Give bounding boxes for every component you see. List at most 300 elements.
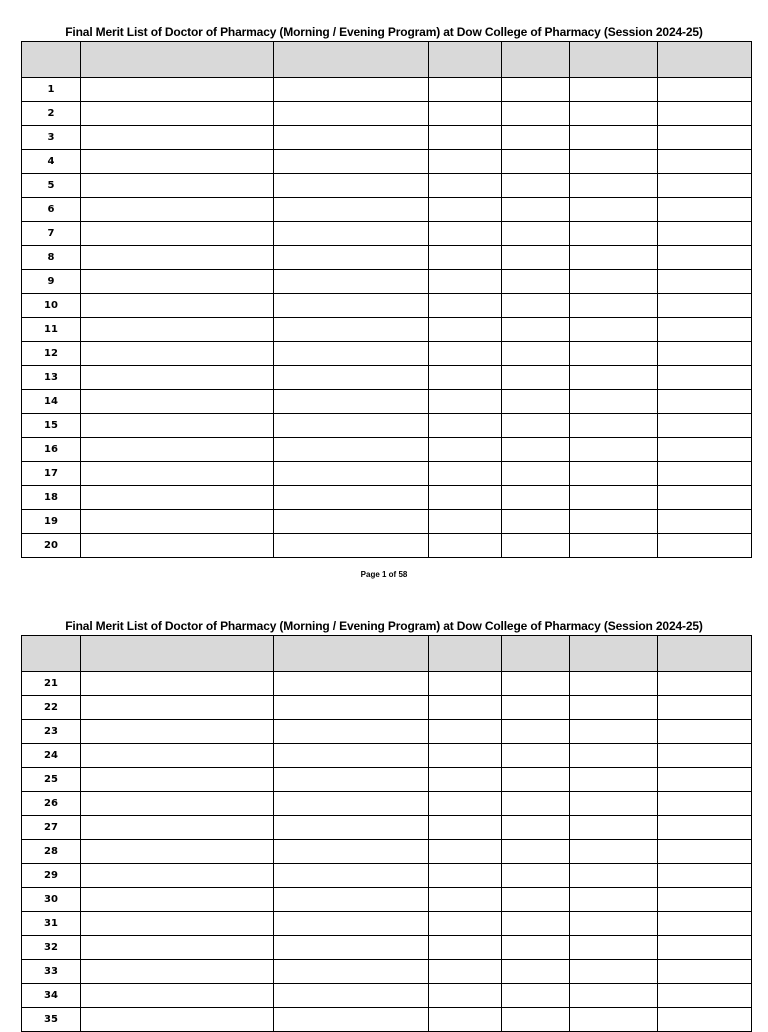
table-cell xyxy=(658,912,752,936)
table-cell xyxy=(81,342,274,366)
table-cell xyxy=(658,486,752,510)
table-cell xyxy=(429,174,502,198)
table-row xyxy=(22,174,752,198)
table-cell xyxy=(81,984,274,1008)
table-cell xyxy=(274,78,429,102)
table-cell xyxy=(274,510,429,534)
table-cell xyxy=(570,414,658,438)
table-cell xyxy=(429,840,502,864)
table-cell xyxy=(658,672,752,696)
table-row xyxy=(22,294,752,318)
table-cell xyxy=(658,414,752,438)
table-row xyxy=(22,438,752,462)
table-row xyxy=(22,888,752,912)
table-cell xyxy=(658,816,752,840)
table-row xyxy=(22,462,752,486)
header-cell xyxy=(658,636,752,672)
table-cell xyxy=(502,534,570,558)
table-cell xyxy=(81,174,274,198)
table-cell xyxy=(658,78,752,102)
table-cell xyxy=(274,294,429,318)
table-cell xyxy=(570,198,658,222)
table-cell xyxy=(570,912,658,936)
serial-number-cell: 20 xyxy=(22,534,81,558)
table-cell xyxy=(570,696,658,720)
table-cell xyxy=(658,1008,752,1032)
table-cell xyxy=(81,1008,274,1032)
table-row xyxy=(22,744,752,768)
table-cell xyxy=(570,1008,658,1032)
table-cell xyxy=(81,366,274,390)
table-cell xyxy=(570,150,658,174)
table-cell xyxy=(81,864,274,888)
table-cell xyxy=(429,936,502,960)
table-row xyxy=(22,222,752,246)
table-cell xyxy=(429,222,502,246)
serial-number-cell: 22 xyxy=(22,696,81,720)
table-cell xyxy=(502,246,570,270)
table-cell xyxy=(658,720,752,744)
serial-number-cell: 21 xyxy=(22,672,81,696)
table-row xyxy=(22,768,752,792)
serial-number-cell: 26 xyxy=(22,792,81,816)
header-cell xyxy=(22,636,81,672)
table-cell xyxy=(81,414,274,438)
table-cell xyxy=(570,462,658,486)
table-cell xyxy=(429,246,502,270)
serial-number-cell: 35 xyxy=(22,1008,81,1032)
table-cell xyxy=(502,414,570,438)
table-cell xyxy=(658,270,752,294)
serial-number-cell: 16 xyxy=(22,438,81,462)
table-cell xyxy=(274,462,429,486)
table-cell xyxy=(502,696,570,720)
table-cell xyxy=(429,912,502,936)
table-row xyxy=(22,366,752,390)
table-cell xyxy=(570,768,658,792)
table-cell xyxy=(274,1008,429,1032)
table-cell xyxy=(570,270,658,294)
merit-list-table xyxy=(21,41,752,558)
table-cell xyxy=(502,78,570,102)
table-cell xyxy=(429,510,502,534)
serial-number-cell: 5 xyxy=(22,174,81,198)
table-cell xyxy=(658,102,752,126)
table-row xyxy=(22,672,752,696)
table-row xyxy=(22,840,752,864)
table-cell xyxy=(502,840,570,864)
table-cell xyxy=(429,534,502,558)
table-cell xyxy=(658,246,752,270)
serial-number-cell: 33 xyxy=(22,960,81,984)
table-row xyxy=(22,720,752,744)
table-cell xyxy=(658,222,752,246)
table-cell xyxy=(274,534,429,558)
table-cell xyxy=(570,960,658,984)
table-cell xyxy=(502,174,570,198)
table-cell xyxy=(429,318,502,342)
table-cell xyxy=(274,816,429,840)
table-cell xyxy=(658,390,752,414)
header-cell xyxy=(81,636,274,672)
table-cell xyxy=(274,864,429,888)
table-cell xyxy=(570,222,658,246)
table-cell xyxy=(274,744,429,768)
table-cell xyxy=(429,888,502,912)
table-cell xyxy=(429,270,502,294)
page-title: Final Merit List of Doctor of Pharmacy (Morning / Evening Program) at Dow College of Pharmacy (Session 2024-25) xyxy=(65,619,703,633)
table-cell xyxy=(502,1008,570,1032)
serial-number-cell: 30 xyxy=(22,888,81,912)
table-cell xyxy=(429,768,502,792)
table-cell xyxy=(81,720,274,744)
table-cell xyxy=(274,672,429,696)
table-cell xyxy=(502,294,570,318)
table-cell xyxy=(81,150,274,174)
table-cell xyxy=(274,342,429,366)
table-cell xyxy=(274,246,429,270)
table-cell xyxy=(274,150,429,174)
table-cell xyxy=(570,984,658,1008)
table-cell xyxy=(658,792,752,816)
table-row xyxy=(22,126,752,150)
table-cell xyxy=(429,342,502,366)
table-cell xyxy=(570,672,658,696)
table-cell xyxy=(570,366,658,390)
serial-number-cell: 24 xyxy=(22,744,81,768)
table-cell xyxy=(502,936,570,960)
table-row xyxy=(22,960,752,984)
table-cell xyxy=(570,102,658,126)
serial-number-cell: 10 xyxy=(22,294,81,318)
table-cell xyxy=(81,198,274,222)
serial-number-cell: 4 xyxy=(22,150,81,174)
serial-number-cell: 8 xyxy=(22,246,81,270)
table-cell xyxy=(502,984,570,1008)
table-cell xyxy=(429,720,502,744)
table-cell xyxy=(429,984,502,1008)
table-cell xyxy=(658,696,752,720)
serial-number-cell: 3 xyxy=(22,126,81,150)
serial-number-cell: 9 xyxy=(22,270,81,294)
serial-number-cell: 6 xyxy=(22,198,81,222)
serial-number-cell: 32 xyxy=(22,936,81,960)
table-cell xyxy=(429,414,502,438)
table-cell xyxy=(81,768,274,792)
serial-number-cell: 11 xyxy=(22,318,81,342)
header-cell xyxy=(658,42,752,78)
table-cell xyxy=(429,672,502,696)
table-cell xyxy=(502,888,570,912)
table-cell xyxy=(502,462,570,486)
table-cell xyxy=(570,840,658,864)
table-cell xyxy=(658,342,752,366)
table-cell xyxy=(274,438,429,462)
serial-number-cell: 13 xyxy=(22,366,81,390)
table-cell xyxy=(274,390,429,414)
table-cell xyxy=(274,102,429,126)
table-cell xyxy=(81,510,274,534)
header-cell xyxy=(274,636,429,672)
table-cell xyxy=(570,126,658,150)
header-cell xyxy=(570,636,658,672)
table-cell xyxy=(658,984,752,1008)
table-header-row xyxy=(22,42,752,78)
header-cell xyxy=(22,42,81,78)
table-cell xyxy=(502,744,570,768)
serial-number-cell: 25 xyxy=(22,768,81,792)
table-cell xyxy=(570,438,658,462)
serial-number-cell: 19 xyxy=(22,510,81,534)
table-cell xyxy=(658,126,752,150)
table-row xyxy=(22,486,752,510)
serial-number-cell: 31 xyxy=(22,912,81,936)
table-cell xyxy=(502,768,570,792)
table-cell xyxy=(570,246,658,270)
table-cell xyxy=(429,198,502,222)
table-cell xyxy=(570,816,658,840)
table-cell xyxy=(81,270,274,294)
table-cell xyxy=(658,174,752,198)
serial-number-cell: 15 xyxy=(22,414,81,438)
table-cell xyxy=(274,366,429,390)
table-cell xyxy=(274,696,429,720)
table-cell xyxy=(274,840,429,864)
serial-number-cell: 2 xyxy=(22,102,81,126)
table-cell xyxy=(502,720,570,744)
table-row xyxy=(22,342,752,366)
table-cell xyxy=(274,912,429,936)
table-cell xyxy=(429,816,502,840)
table-cell xyxy=(502,222,570,246)
table-row xyxy=(22,318,752,342)
table-cell xyxy=(429,462,502,486)
table-cell xyxy=(274,174,429,198)
table-cell xyxy=(429,438,502,462)
table-cell xyxy=(502,792,570,816)
table-cell xyxy=(658,888,752,912)
serial-number-cell: 27 xyxy=(22,816,81,840)
table-cell xyxy=(502,864,570,888)
table-cell xyxy=(502,366,570,390)
table-cell xyxy=(570,534,658,558)
table-cell xyxy=(658,534,752,558)
table-header-row xyxy=(22,636,752,672)
table-row xyxy=(22,864,752,888)
table-cell xyxy=(502,438,570,462)
table-cell xyxy=(429,150,502,174)
table-cell xyxy=(570,294,658,318)
table-cell xyxy=(429,486,502,510)
table-cell xyxy=(502,126,570,150)
table-row xyxy=(22,1008,752,1032)
table-cell xyxy=(81,888,274,912)
table-cell xyxy=(81,438,274,462)
table-cell xyxy=(502,912,570,936)
table-cell xyxy=(658,840,752,864)
table-cell xyxy=(429,102,502,126)
table-cell xyxy=(274,888,429,912)
page-number: Page 1 of 58 xyxy=(360,570,408,579)
table-row xyxy=(22,102,752,126)
table-cell xyxy=(570,864,658,888)
table-cell xyxy=(81,462,274,486)
table-cell xyxy=(502,816,570,840)
table-cell xyxy=(502,486,570,510)
table-cell xyxy=(502,198,570,222)
table-cell xyxy=(429,1008,502,1032)
table-cell xyxy=(570,342,658,366)
header-cell xyxy=(429,636,502,672)
table-cell xyxy=(274,486,429,510)
table-cell xyxy=(274,414,429,438)
table-row xyxy=(22,510,752,534)
table-row xyxy=(22,246,752,270)
table-cell xyxy=(274,984,429,1008)
table-cell xyxy=(658,150,752,174)
header-cell xyxy=(502,42,570,78)
table-row xyxy=(22,270,752,294)
table-cell xyxy=(658,294,752,318)
table-cell xyxy=(502,672,570,696)
table-cell xyxy=(658,960,752,984)
serial-number-cell: 34 xyxy=(22,984,81,1008)
table-cell xyxy=(502,510,570,534)
table-cell xyxy=(274,270,429,294)
table-cell xyxy=(81,318,274,342)
table-cell xyxy=(274,318,429,342)
table-row xyxy=(22,912,752,936)
table-cell xyxy=(570,510,658,534)
table-cell xyxy=(81,246,274,270)
table-row xyxy=(22,936,752,960)
table-cell xyxy=(658,198,752,222)
table-cell xyxy=(658,510,752,534)
serial-number-cell: 23 xyxy=(22,720,81,744)
table-cell xyxy=(570,486,658,510)
table-cell xyxy=(502,150,570,174)
table-cell xyxy=(81,222,274,246)
table-cell xyxy=(658,864,752,888)
table-cell xyxy=(81,486,274,510)
table-cell xyxy=(274,768,429,792)
table-cell xyxy=(81,792,274,816)
serial-number-cell: 18 xyxy=(22,486,81,510)
table-cell xyxy=(81,534,274,558)
table-row xyxy=(22,390,752,414)
table-cell xyxy=(81,960,274,984)
table-cell xyxy=(81,744,274,768)
header-cell xyxy=(274,42,429,78)
serial-number-cell: 7 xyxy=(22,222,81,246)
table-cell xyxy=(429,864,502,888)
table-cell xyxy=(570,936,658,960)
table-cell xyxy=(502,102,570,126)
serial-number-cell: 29 xyxy=(22,864,81,888)
table-cell xyxy=(81,672,274,696)
table-row xyxy=(22,984,752,1008)
table-cell xyxy=(570,390,658,414)
table-cell xyxy=(570,174,658,198)
table-cell xyxy=(502,390,570,414)
table-cell xyxy=(658,768,752,792)
table-row xyxy=(22,78,752,102)
table-row xyxy=(22,198,752,222)
header-cell xyxy=(429,42,502,78)
table-row xyxy=(22,414,752,438)
table-cell xyxy=(658,462,752,486)
table-cell xyxy=(429,126,502,150)
table-cell xyxy=(429,366,502,390)
table-row xyxy=(22,534,752,558)
table-cell xyxy=(81,294,274,318)
table-cell xyxy=(429,744,502,768)
table-cell xyxy=(570,720,658,744)
table-cell xyxy=(502,270,570,294)
table-cell xyxy=(502,318,570,342)
table-row xyxy=(22,792,752,816)
table-cell xyxy=(658,366,752,390)
table-cell xyxy=(570,888,658,912)
table-cell xyxy=(658,438,752,462)
table-cell xyxy=(502,342,570,366)
table-cell xyxy=(429,696,502,720)
table-cell xyxy=(81,816,274,840)
table-cell xyxy=(81,390,274,414)
serial-number-cell: 14 xyxy=(22,390,81,414)
table-cell xyxy=(429,78,502,102)
table-cell xyxy=(81,936,274,960)
table-cell xyxy=(570,792,658,816)
table-cell xyxy=(81,840,274,864)
header-cell xyxy=(502,636,570,672)
table-cell xyxy=(570,744,658,768)
table-row xyxy=(22,150,752,174)
table-row xyxy=(22,696,752,720)
page-title: Final Merit List of Doctor of Pharmacy (Morning / Evening Program) at Dow College of Pharmacy (Session 2024-25) xyxy=(65,25,703,39)
table-cell xyxy=(81,696,274,720)
serial-number-cell: 28 xyxy=(22,840,81,864)
table-cell xyxy=(570,78,658,102)
serial-number-cell: 12 xyxy=(22,342,81,366)
merit-list-table xyxy=(21,635,752,1032)
table-cell xyxy=(429,390,502,414)
header-cell xyxy=(570,42,658,78)
table-cell xyxy=(658,318,752,342)
table-cell xyxy=(274,222,429,246)
table-cell xyxy=(429,294,502,318)
table-cell xyxy=(274,198,429,222)
header-cell xyxy=(81,42,274,78)
table-cell xyxy=(429,792,502,816)
table-cell xyxy=(81,78,274,102)
table-cell xyxy=(274,936,429,960)
serial-number-cell: 17 xyxy=(22,462,81,486)
table-cell xyxy=(274,960,429,984)
table-cell xyxy=(570,318,658,342)
table-row xyxy=(22,816,752,840)
table-cell xyxy=(502,960,570,984)
table-cell xyxy=(274,720,429,744)
table-cell xyxy=(658,936,752,960)
table-cell xyxy=(81,102,274,126)
table-cell xyxy=(81,126,274,150)
table-cell xyxy=(81,912,274,936)
serial-number-cell: 1 xyxy=(22,78,81,102)
table-cell xyxy=(658,744,752,768)
table-cell xyxy=(429,960,502,984)
table-cell xyxy=(274,792,429,816)
